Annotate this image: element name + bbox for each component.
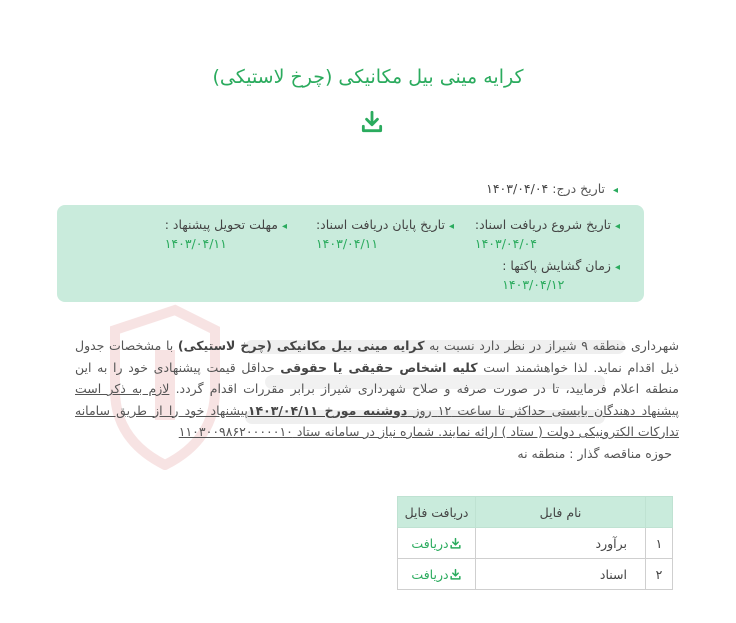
col-file-name: نام فایل: [476, 497, 646, 528]
left-triangle-icon: ◂: [614, 262, 620, 273]
row-index: ۲: [646, 559, 673, 590]
doc-end-date: [316, 217, 454, 251]
desc-text-3: حداقل قیمت پیشنهادی خود را به این منطقه اعلام فرمایید، تا در صورت صرفه و صلاح شهرداری شیراز برابر مقررات اقدام گردد.: [75, 359, 679, 396]
publish-date-value: ۱۴۰۳/۰۴/۰۴: [486, 181, 549, 196]
row-download-cell: [398, 528, 476, 559]
row-file-name: برآورد: [476, 528, 646, 559]
opening-value: ۱۴۰۳/۰۴/۱۲: [502, 277, 565, 292]
col-download: دریافت فایل: [398, 497, 476, 528]
opening-label: زمان گشایش پاکتها :: [502, 258, 611, 273]
left-triangle-icon: ◂: [281, 221, 287, 232]
doc-start-value: ۱۴۰۳/۰۴/۰۴: [474, 236, 537, 251]
download-icon: [449, 568, 462, 581]
desc-text-1: شهرداری منطقه ۹ شیراز در نظر دارد نسبت به: [424, 338, 680, 353]
doc-end-label: تاریخ پایان دریافت اسناد:: [315, 217, 445, 232]
deadline-value: ۱۴۰۳/۰۴/۱۱: [164, 236, 227, 251]
publish-date: [486, 181, 618, 196]
left-triangle-icon: ◂: [614, 221, 620, 232]
row-index: ۱: [646, 528, 673, 559]
opening-date: [502, 258, 620, 292]
doc-start-label: تاریخ شروع دریافت اسناد:: [474, 217, 611, 232]
download-link[interactable]: [411, 536, 461, 551]
left-triangle-icon: ◂: [448, 221, 454, 232]
desc-bold-2: کلیه اشخاص حقیقی یا حقوقی: [280, 359, 478, 375]
doc-start-date: [475, 217, 620, 251]
desc-text-2: با مشخصات جدول ذیل اقدام نماید. لذا خواهشمند است: [75, 338, 679, 375]
deadline-date: [165, 217, 287, 251]
tender-zone: حوزه مناقصه گذار : منطقه نه: [517, 446, 672, 461]
col-index: [646, 497, 673, 528]
table-header-row: [398, 497, 673, 528]
row-download-cell: [398, 559, 476, 590]
table-row: [398, 528, 673, 559]
download-icon: [449, 537, 462, 550]
publish-date-label: تاریخ درج:: [552, 181, 605, 196]
doc-end-value: ۱۴۰۳/۰۴/۱۱: [315, 236, 379, 251]
table-row: [398, 559, 673, 590]
download-link-label: دریافت: [411, 566, 449, 582]
download-link-label: دریافت: [411, 535, 449, 551]
page-title: کرایه مینی بیل مکانیکی (چرخ لاستیکی): [212, 66, 524, 88]
row-file-name: اسناد: [476, 559, 646, 590]
files-table: [397, 496, 673, 590]
desc-underline-2: پیشنهاد خود را از طریق سامانه تدارکات الکترونیکی دولت ( ستاد ) ارائه نمایند. شماره نیاز در سامانه ستاد ۱۱۰۳۰۰۹۸۶۲۰۰۰۰۰۱۰: [75, 402, 679, 439]
download-link[interactable]: [411, 567, 461, 582]
desc-bold-date: دوشنبه مورخ ۱۴۰۳/۰۴/۱۱: [247, 402, 408, 418]
desc-underline-1: لازم به ذکر است پیشنهاد دهندگان بایستی حداکثر تا ساعت ۱۲ روز: [75, 381, 679, 418]
deadline-label: مهلت تحویل پیشنهاد :: [164, 217, 278, 232]
desc-bold-1: کرایه مینی بیل مکانیکی (چرخ لاستیکی): [177, 338, 425, 353]
download-icon[interactable]: [358, 109, 386, 135]
left-triangle-icon: ◂: [612, 185, 618, 196]
tender-description: [75, 335, 679, 443]
